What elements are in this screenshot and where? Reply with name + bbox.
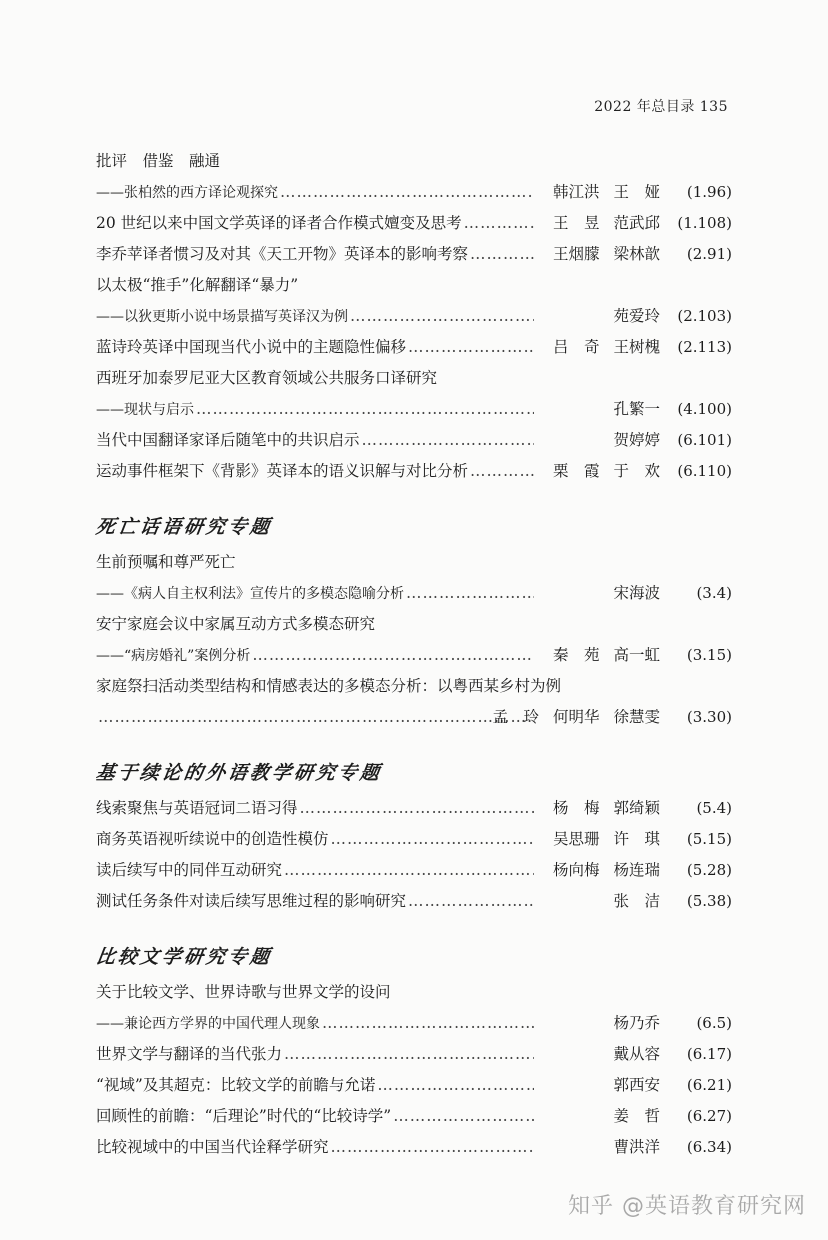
table-of-contents [96,146,732,1183]
toc-entry [96,1101,732,1132]
toc-line [96,146,732,177]
leader-dots [464,208,534,239]
toc-entry [96,793,732,824]
toc-entry [96,146,732,208]
issue-page-ref: (1.108) [677,214,732,232]
entry-authors [536,1039,660,1070]
issue-page-ref: (6.5) [696,1014,732,1032]
author-name: 王树槐 [613,338,660,356]
toc-line [96,702,732,733]
toc-line [96,793,732,824]
toc-entry [96,425,732,456]
author-name: 杨连瑞 [613,861,660,879]
issue-page-ref: (1.96) [686,183,732,201]
entry-title: 世界文学与翻译的当代张力 [96,1045,283,1063]
author-name: 吴思珊 [552,830,600,848]
toc-entry [96,1132,732,1163]
section-title: 基于续论的外语教学研究专题 [94,762,384,784]
entry-title: 读后续写中的同伴互动研究 [96,861,283,879]
entry-subtitle: ——张柏然的西方译论观探究 [96,185,278,201]
toc-line [96,547,732,578]
issue-page-ref: (5.15) [686,830,732,848]
toc-line [96,1008,732,1039]
entry-title: 李乔苹译者惯习及对其《天工开物》英译本的影响考察 [96,245,469,263]
entry-authors [536,394,660,425]
issue-page-ref: (5.4) [696,799,732,817]
entry-title: 运动事件框架下《背影》英译本的语义识解与对比分析 [96,462,469,480]
issue-page-ref: (6.34) [686,1138,732,1156]
entry-title: 安宁家庭会议中家属互动方式多模态研究 [96,615,376,633]
leader-dots [98,702,534,733]
author-name: 杨 梅 [552,799,600,817]
toc-entry [96,456,732,487]
toc-entry [96,332,732,363]
entry-authors [536,1070,660,1101]
entry-subtitle: ——现状与启示 [96,402,194,418]
entry-authors [536,239,660,270]
entry-title: 比较视域中的中国当代诠释学研究 [96,1138,329,1156]
toc-entry [96,547,732,609]
author-name: 杨向梅 [552,861,600,879]
issue-page-ref: (2.103) [677,307,732,325]
entry-authors [536,332,660,363]
leader-dots [284,855,534,886]
toc-entry [96,1070,732,1101]
toc-line [96,363,732,394]
entry-authors [536,456,660,487]
toc-line [96,855,732,886]
issue-page-ref: (6.101) [677,431,732,449]
issue-page-ref: (6.21) [686,1076,732,1094]
author-name: 杨乃乔 [613,1014,660,1032]
author-name: 孟 玲 [492,708,539,726]
leader-dots [280,177,534,208]
toc-line [96,640,732,671]
author-name: 范武邱 [613,214,660,232]
leader-dots [408,886,534,917]
entry-authors [536,886,660,917]
leader-dots [300,793,534,824]
issue-page-ref: (5.38) [686,892,732,910]
entry-authors [492,702,660,733]
section-title: 比较文学研究专题 [94,946,274,968]
entry-title: 家庭祭扫活动类型结构和情感表达的多模态分析：以粤西某乡村为例 [96,677,562,695]
toc-section [96,937,732,1163]
issue-page-ref: (2.113) [677,338,732,356]
toc-line [96,456,732,487]
issue-page-ref: (3.15) [686,646,732,664]
author-name: 苑爱玲 [613,307,660,325]
toc-line [96,208,732,239]
author-name: 吕 奇 [552,338,600,356]
toc-section [96,753,732,917]
leader-dots [196,394,534,425]
issue-page-ref: (3.30) [686,708,732,726]
leader-dots [470,456,534,487]
author-name: 徐慧雯 [613,708,660,726]
leader-dots [322,1008,534,1039]
entry-authors [536,578,660,609]
toc-section [96,507,732,733]
running-head: 2022 年总目录 135 [594,99,728,115]
entry-authors [536,1008,660,1039]
toc-entry [96,363,732,425]
issue-page-ref: (3.4) [696,584,732,602]
entry-title: 关于比较文学、世界诗歌与世界文学的设问 [96,983,391,1001]
entry-authors [536,793,660,824]
entry-title: “视域”及其超克：比较文学的前瞻与允诺 [96,1076,376,1094]
entry-authors [536,855,660,886]
issue-page-ref: (6.27) [686,1107,732,1125]
author-name: 贺婷婷 [613,431,660,449]
toc-line [96,1039,732,1070]
toc-line [96,609,732,640]
toc-entry [96,239,732,270]
author-name: 梁林歆 [613,245,660,263]
leader-dots [377,1070,534,1101]
issue-page-ref: (4.100) [677,400,732,418]
author-name: 郭西安 [613,1076,660,1094]
author-name: 王烟朦 [552,245,600,263]
issue-page-ref: (6.110) [677,462,732,480]
toc-entry [96,671,732,733]
author-name: 高一虹 [613,646,660,664]
author-name: 许 琪 [613,830,660,848]
entry-title: 回顾性的前瞻：“后理论”时代的“比较诗学” [96,1107,392,1125]
entry-authors [536,1132,660,1163]
author-name: 姜 哲 [613,1107,660,1125]
section-title: 死亡话语研究专题 [94,516,274,538]
author-name: 王 娅 [613,183,660,201]
leader-dots [252,640,534,671]
toc-entry [96,886,732,917]
toc-line [96,578,732,609]
entry-title: 商务英语视听续说中的创造性模仿 [96,830,329,848]
author-name: 韩江洪 [552,183,600,201]
entry-authors [536,301,660,332]
toc-line [96,394,732,425]
toc-line [96,1101,732,1132]
entry-authors [536,1101,660,1132]
leader-dots [350,301,534,332]
author-name: 孔繁一 [613,400,660,418]
entry-authors [536,640,660,671]
author-name: 王 昱 [552,214,600,232]
entry-title: 当代中国翻译家译后随笔中的共识启示 [96,431,360,449]
toc-entry [96,208,732,239]
leader-dots [393,1101,534,1132]
toc-entry [96,977,732,1039]
toc-line [96,1070,732,1101]
author-name: 宋海波 [613,584,660,602]
watermark: 知乎 @英语教育研究网 [568,1194,806,1219]
entry-title: 以太极“推手”化解翻译“暴力” [96,276,299,294]
author-name: 秦 苑 [552,646,600,664]
toc-line [96,886,732,917]
author-name: 栗 霞 [552,462,600,480]
toc-line [96,425,732,456]
entry-authors [536,177,660,208]
author-name: 戴从容 [613,1045,660,1063]
toc-entry [96,270,732,332]
issue-page-ref: (5.28) [686,861,732,879]
author-name: 于 欢 [613,462,660,480]
toc-line [96,332,732,363]
leader-dots [406,578,534,609]
entry-title: 测试任务条件对读后续写思维过程的影响研究 [96,892,407,910]
toc-entry [96,824,732,855]
entry-authors [536,824,660,855]
leader-dots [331,824,534,855]
entry-title: 蓝诗玲英译中国现当代小说中的主题隐性偏移 [96,338,407,356]
issue-page-ref: (6.17) [686,1045,732,1063]
entry-authors [536,208,660,239]
entry-title: 生前预嘱和尊严死亡 [96,553,236,571]
entry-subtitle: ——《病人自主权利法》宣传片的多模态隐喻分析 [96,586,404,602]
entry-authors [536,425,660,456]
toc-line [96,270,732,301]
toc-line [96,977,732,1008]
toc-section [96,146,732,487]
issue-page-ref: (2.91) [686,245,732,263]
entry-title: 西班牙加泰罗尼亚大区教育领域公共服务口译研究 [96,369,438,387]
author-name: 郭绮颖 [613,799,660,817]
toc-line [96,824,732,855]
entry-title: 批评 借鉴 融通 [96,152,221,170]
entry-subtitle: ——兼论西方学界的中国代理人现象 [96,1016,320,1032]
leader-dots [470,239,534,270]
author-name: 曹洪洋 [613,1138,660,1156]
toc-line [96,671,732,702]
toc-line [96,239,732,270]
entry-subtitle: ——以狄更斯小说中场景描写英译汉为例 [96,309,348,325]
toc-entry [96,855,732,886]
leader-dots [408,332,534,363]
leader-dots [362,425,534,456]
entry-title: 线索聚焦与英语冠词二语习得 [96,799,298,817]
leader-dots [331,1132,534,1163]
leader-dots [284,1039,534,1070]
toc-line [96,1132,732,1163]
entry-subtitle: ——“病房婚礼”案例分析 [96,648,251,664]
toc-line [96,177,732,208]
toc-entry [96,1039,732,1070]
author-name: 何明华 [552,708,600,726]
author-name: 张 洁 [613,892,660,910]
toc-entry [96,609,732,671]
entry-title: 20 世纪以来中国文学英译的译者合作模式嬗变及思考 [96,214,462,232]
toc-line [96,301,732,332]
